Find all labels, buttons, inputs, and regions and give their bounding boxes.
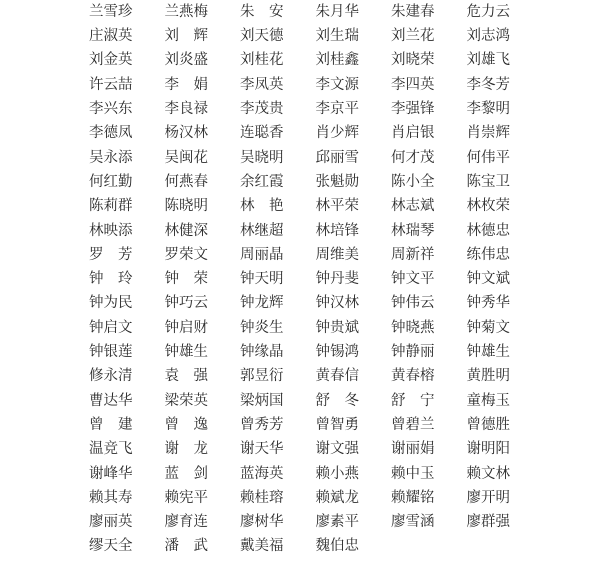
- name-entry: 钟 荣: [164, 271, 208, 288]
- name-entry: 蓝 剑: [164, 465, 208, 482]
- name-entry: 吴晓明: [240, 149, 284, 166]
- name-entry: 钟为民: [89, 295, 133, 312]
- name-entry: 钟雄生: [164, 344, 208, 361]
- name-entry: 李京平: [315, 101, 359, 118]
- name-entry: 赖其寿: [89, 489, 133, 506]
- name-row: [89, 73, 529, 97]
- name-entry: 李 娟: [164, 76, 208, 93]
- name-row: [89, 0, 529, 24]
- name-entry: 谢峰华: [89, 465, 133, 482]
- name-row: [89, 535, 529, 559]
- name-entry: 钟丹斐: [315, 271, 359, 288]
- name-entry: 朱建春: [391, 3, 435, 20]
- name-entry: 曾碧兰: [391, 416, 435, 433]
- name-entry: 刘天德: [240, 28, 284, 45]
- name-entry: 曾德胜: [466, 416, 510, 433]
- name-entry: 梁炳国: [240, 392, 284, 409]
- name-entry: 钟 玲: [89, 271, 133, 288]
- name-entry: 钟汉林: [315, 295, 359, 312]
- name-entry: 刘金英: [89, 52, 133, 69]
- name-row: [89, 340, 529, 364]
- name-entry: 黄春信: [315, 368, 359, 385]
- name-entry: 黄春榕: [391, 368, 435, 385]
- name-entry: 钟缘晶: [240, 344, 284, 361]
- name-entry: 钟巧云: [164, 295, 208, 312]
- name-entry: 何伟平: [466, 149, 510, 166]
- name-entry: 童梅玉: [466, 392, 510, 409]
- name-entry: 钟炎生: [240, 319, 284, 336]
- name-entry: 林 艳: [240, 198, 284, 215]
- name-entry: 刘雄飞: [466, 52, 510, 69]
- name-row: [89, 267, 529, 291]
- name-entry: 舒 冬: [315, 392, 359, 409]
- name-entry: 邱丽雪: [315, 149, 359, 166]
- name-entry: 刘生瑞: [315, 28, 359, 45]
- name-entry: 赖斌龙: [315, 489, 359, 506]
- name-entry: 刘炎盛: [164, 52, 208, 69]
- name-entry: 钟银莲: [89, 344, 133, 361]
- name-entry: 周丽晶: [240, 246, 284, 263]
- name-entry: 潘 武: [164, 538, 208, 555]
- name-entry: 钟文斌: [466, 271, 510, 288]
- name-entry: 许云喆: [89, 76, 133, 93]
- name-entry: 赖中玉: [391, 465, 435, 482]
- name-entry: 戴美福: [240, 538, 284, 555]
- name-entry: 梁荣英: [164, 392, 208, 409]
- name-entry: 危力云: [466, 3, 510, 20]
- name-entry: 曾智勇: [315, 416, 359, 433]
- name-entry: 廖丽英: [89, 514, 133, 531]
- name-entry: 李德凤: [89, 125, 133, 142]
- name-entry: 钟文平: [391, 271, 435, 288]
- name-entry: 廖开明: [466, 489, 510, 506]
- name-entry: 温竞飞: [89, 441, 133, 458]
- name-row: [89, 292, 529, 316]
- name-entry: 廖树华: [240, 514, 284, 531]
- name-entry: 郭昱衍: [240, 368, 284, 385]
- name-row: [89, 194, 529, 218]
- name-entry: 廖群强: [466, 514, 510, 531]
- name-entry: 钟启财: [164, 319, 208, 336]
- name-entry: 林健深: [164, 222, 208, 239]
- name-entry: 钟雄生: [466, 344, 510, 361]
- name-entry: 林志斌: [391, 198, 435, 215]
- name-entry: 朱 安: [240, 3, 284, 20]
- name-entry: 廖育连: [164, 514, 208, 531]
- name-entry: 李良禄: [164, 101, 208, 118]
- name-entry: 缪天全: [89, 538, 133, 555]
- name-entry: 黄胜明: [466, 368, 510, 385]
- name-row: [89, 437, 529, 461]
- name-entry: 肖启银: [391, 125, 435, 142]
- name-entry: 李凤英: [240, 76, 284, 93]
- name-entry: 林培锋: [315, 222, 359, 239]
- name-entry: 朱月华: [315, 3, 359, 20]
- name-entry: 曾 逸: [164, 416, 208, 433]
- name-entry: 修永清: [89, 368, 133, 385]
- name-entry: 何红勤: [89, 173, 133, 190]
- name-entry: 钟菊文: [466, 319, 510, 336]
- name-row: [89, 413, 529, 437]
- name-entry: 周新祥: [391, 246, 435, 263]
- name-entry: 林枚荣: [466, 198, 510, 215]
- name-entry: 何燕春: [164, 173, 208, 190]
- name-entry: 廖雪涵: [391, 514, 435, 531]
- name-entry: 林平荣: [315, 198, 359, 215]
- name-row: [89, 364, 529, 388]
- name-entry: 钟龙辉: [240, 295, 284, 312]
- name-entry: 刘兰花: [391, 28, 435, 45]
- name-entry: 李文源: [315, 76, 359, 93]
- name-entry: 兰燕梅: [164, 3, 208, 20]
- name-row: [89, 121, 529, 145]
- name-entry: 连聪香: [240, 125, 284, 142]
- name-entry: 李四英: [391, 76, 435, 93]
- name-entry: 谢文强: [315, 441, 359, 458]
- name-entry: 谢明阳: [466, 441, 510, 458]
- name-entry: 刘桂鑫: [315, 52, 359, 69]
- name-row: [89, 243, 529, 267]
- name-entry: 刘桂花: [240, 52, 284, 69]
- name-entry: 赖小燕: [315, 465, 359, 482]
- name-entry: 李茂贵: [240, 101, 284, 118]
- name-entry: 兰雪珍: [89, 3, 133, 20]
- name-entry: 陈宝卫: [466, 173, 510, 190]
- name-entry: 钟秀华: [466, 295, 510, 312]
- name-entry: 曾秀芳: [240, 416, 284, 433]
- name-entry: 杨汉林: [164, 125, 208, 142]
- name-entry: 钟静丽: [391, 344, 435, 361]
- name-row: [89, 486, 529, 510]
- name-entry: 谢丽娟: [391, 441, 435, 458]
- name-entry: 舒 宁: [391, 392, 435, 409]
- name-entry: 赖桂瑢: [240, 489, 284, 506]
- name-entry: 庄淑英: [89, 28, 133, 45]
- name-entry: 林映添: [89, 222, 133, 239]
- name-entry: 肖少辉: [315, 125, 359, 142]
- name-row: [89, 170, 529, 194]
- name-entry: 曾 建: [89, 416, 133, 433]
- name-entry: 钟伟云: [391, 295, 435, 312]
- name-row: [89, 462, 529, 486]
- name-row: [89, 24, 529, 48]
- name-entry: 刘 辉: [164, 28, 208, 45]
- name-entry: 李冬芳: [466, 76, 510, 93]
- name-entry: 谢 龙: [164, 441, 208, 458]
- name-entry: 林德忠: [466, 222, 510, 239]
- name-entry: 谢天华: [240, 441, 284, 458]
- name-entry: 林瑞琴: [391, 222, 435, 239]
- name-entry: 吴闽花: [164, 149, 208, 166]
- name-list: [89, 0, 529, 559]
- name-row: [89, 97, 529, 121]
- name-entry: 罗 芳: [89, 246, 133, 263]
- name-entry: 钟启文: [89, 319, 133, 336]
- name-entry: 赖耀铭: [391, 489, 435, 506]
- name-entry: 钟晓燕: [391, 319, 435, 336]
- name-entry: 李兴东: [89, 101, 133, 118]
- name-entry: 曹达华: [89, 392, 133, 409]
- name-entry: 余红霞: [240, 173, 284, 190]
- name-entry: 陈小全: [391, 173, 435, 190]
- name-entry: 袁 强: [164, 368, 208, 385]
- name-entry: 钟天明: [240, 271, 284, 288]
- name-entry: 陈莉群: [89, 198, 133, 215]
- name-entry: 肖崇辉: [466, 125, 510, 142]
- name-entry: 林继超: [240, 222, 284, 239]
- name-entry: 周维美: [315, 246, 359, 263]
- name-entry: 赖宪平: [164, 489, 208, 506]
- name-entry: 罗荣文: [164, 246, 208, 263]
- name-entry: 李黎明: [466, 101, 510, 118]
- name-entry: 吴永添: [89, 149, 133, 166]
- name-entry: 廖素平: [315, 514, 359, 531]
- name-entry: 刘志鸿: [466, 28, 510, 45]
- name-row: [89, 510, 529, 534]
- name-row: [89, 219, 529, 243]
- name-row: [89, 389, 529, 413]
- name-entry: 钟锡鸿: [315, 344, 359, 361]
- name-entry: 魏伯忠: [315, 538, 359, 555]
- name-entry: 李强锋: [391, 101, 435, 118]
- name-entry: 练伟忠: [466, 246, 510, 263]
- name-entry: 陈晓明: [164, 198, 208, 215]
- name-row: [89, 146, 529, 170]
- name-entry: 何才茂: [391, 149, 435, 166]
- name-row: [89, 316, 529, 340]
- name-entry: 赖文林: [466, 465, 510, 482]
- name-entry: 蓝海英: [240, 465, 284, 482]
- name-entry: 钟贵斌: [315, 319, 359, 336]
- name-row: [89, 49, 529, 73]
- name-entry: 张魁勋: [315, 173, 359, 190]
- name-entry: 刘晓荣: [391, 52, 435, 69]
